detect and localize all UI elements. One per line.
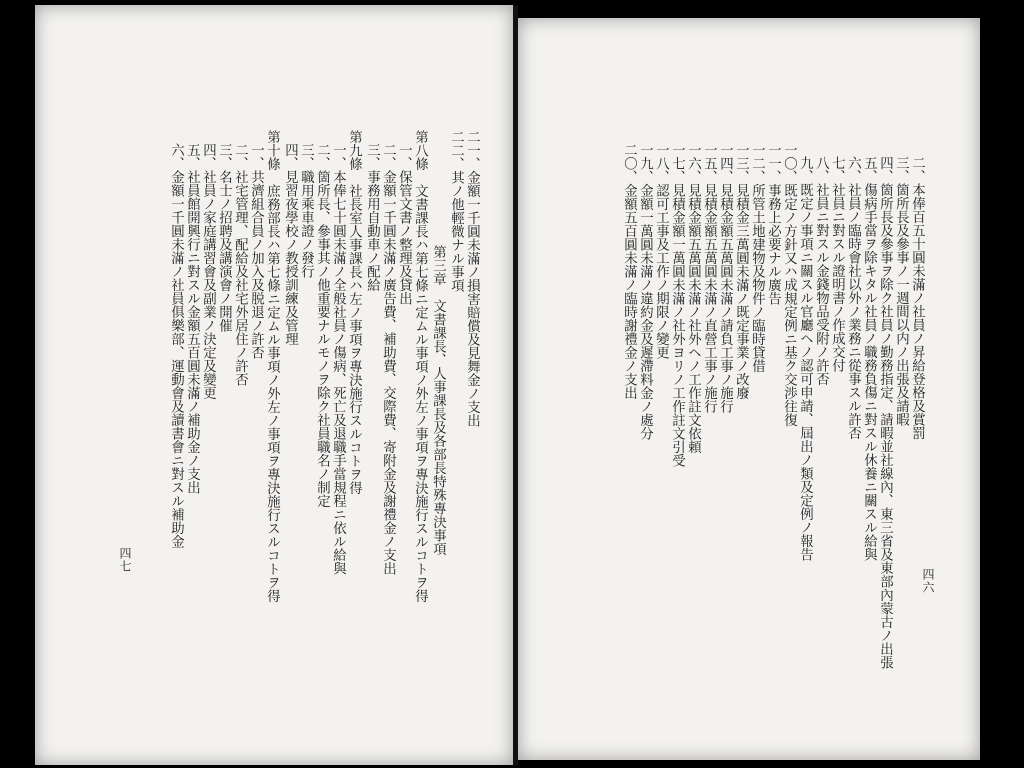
- text-line: 六、金額一千圓未滿ノ社員俱樂部、運動會及讀書會ニ對スル補助金: [168, 143, 184, 548]
- text-line: 二、社宅管理、配給及社宅外居住ノ許否: [232, 143, 248, 386]
- text-line: 二、金額一千圓未滿ノ廣告費、補助費、交際費、寄附金及謝禮金ノ支出: [380, 143, 396, 575]
- text-line: 二一、金額一千圓未滿ノ損害賠償及見舞金ノ支出: [464, 130, 480, 427]
- text-line: 一四、見積金額五萬圓未滿ノ請負工事ノ施行: [717, 143, 733, 413]
- page-number: 四六: [921, 568, 935, 594]
- chapter-heading: 第三章 文書課長、人事課長及各部長特殊專決事項: [430, 245, 446, 556]
- text-line: 一、本俸七十圓未滿ノ全般社員ノ傷病、死亡及退職手當規程ニ依ル給與: [330, 143, 346, 575]
- page-number: 四七: [118, 547, 132, 573]
- text-line: 一八、認可工事及工作ノ期限ノ變更: [653, 143, 669, 359]
- text-line: 一七、見積金額一萬圓未滿ノ社外ヨリノ工作註文引受: [669, 143, 685, 467]
- text-line: 第八條 文書課長ハ第七條ニ定ムル事項ノ外左ノ事項ヲ專決施行スルコトヲ得: [412, 130, 428, 603]
- text-line: 第十條 庶務部長ハ第七條ニ定ムル事項ノ外左ノ事項ヲ專決施行スルコトヲ得: [264, 130, 280, 603]
- text-line: 一九、金額一萬圓未滿ノ違約金及遲滯料金ノ處分: [637, 143, 653, 440]
- text-line: 九、既定ノ事項ニ關スル官廳ヘノ認可申請、屆出ノ類及定例ノ報告: [797, 156, 813, 561]
- text-line: 一五、見積金額五萬圓未滿ノ直營工事ノ施行: [701, 143, 717, 413]
- left-page: [35, 5, 513, 765]
- text-line: 五、社員館開興行ニ對スル金額五百圓未滿ノ補助金ノ支出: [184, 143, 200, 494]
- text-line: 七、社員ニ對スル證明書ノ作成交付: [829, 156, 845, 372]
- text-line: 八、社員ニ對スル金錢物品受附ノ許否: [813, 156, 829, 386]
- text-line: 四、箇所長及參事ヲ除ク社員ノ勤務指定、請暇並社線內、東三省及東部內蒙古ノ出張: [877, 156, 893, 669]
- text-line: 第九條 社長室人事課長ハ左ノ事項ヲ專決施行スルコトヲ得: [346, 130, 362, 495]
- text-line: 四、見習夜學校ノ教授訓練及管理: [282, 143, 298, 346]
- text-line: 六、社員ノ臨時會社以外ノ業務ニ從事スル許否: [845, 156, 861, 440]
- text-line: 三、名士ノ招聘及講演會ノ開催: [216, 143, 232, 332]
- text-line: 一六、見積金額五萬圓未滿ノ社外ヘノ工作註文依頼: [685, 143, 701, 454]
- text-line: 三、箇所長及參事ノ一週間以内ノ出張及請暇: [893, 156, 909, 426]
- right-page: [518, 18, 980, 760]
- text-line: 二二、其ノ他輕微ナル事項: [448, 130, 464, 292]
- text-line: 一二、所管土地建物及物件ノ臨時貸借: [749, 143, 765, 373]
- text-line: 一、保管文書ノ整理及貸出: [396, 143, 412, 305]
- text-line: 二、本俸百五十圓未滿ノ社員ノ昇給登格及賞罰: [909, 156, 925, 440]
- text-line: 四、社員ノ家庭講習會及副業ノ決定及變更: [200, 143, 216, 400]
- text-line: 二、箇所長、參事其ノ他重要ナルモノヲ除ク社員職名ノ制定: [314, 143, 330, 508]
- text-line: 五、傷病手當ヲ除キタル社員ノ職務負傷ニ對スル休養ニ關スル給與: [861, 156, 877, 561]
- text-line: 一、共濟組合員ノ加入及脱退ノ許否: [248, 143, 264, 359]
- text-line: 一三、見積金三萬圓未滿ノ既定事業ノ改廢: [733, 143, 749, 400]
- text-line: 二〇、金額五百圓未滿ノ臨時謝禮金ノ支出: [621, 143, 637, 400]
- text-line: 三、事務用自動車ノ配給: [364, 143, 380, 292]
- text-line: 一〇、既定ノ方針又ハ成規定例ニ基ク交渉往復: [781, 143, 797, 427]
- text-line: 三、職用乘車證ノ發行: [298, 143, 314, 278]
- text-line: 一一、事務上必要ナル廣告: [765, 143, 781, 305]
